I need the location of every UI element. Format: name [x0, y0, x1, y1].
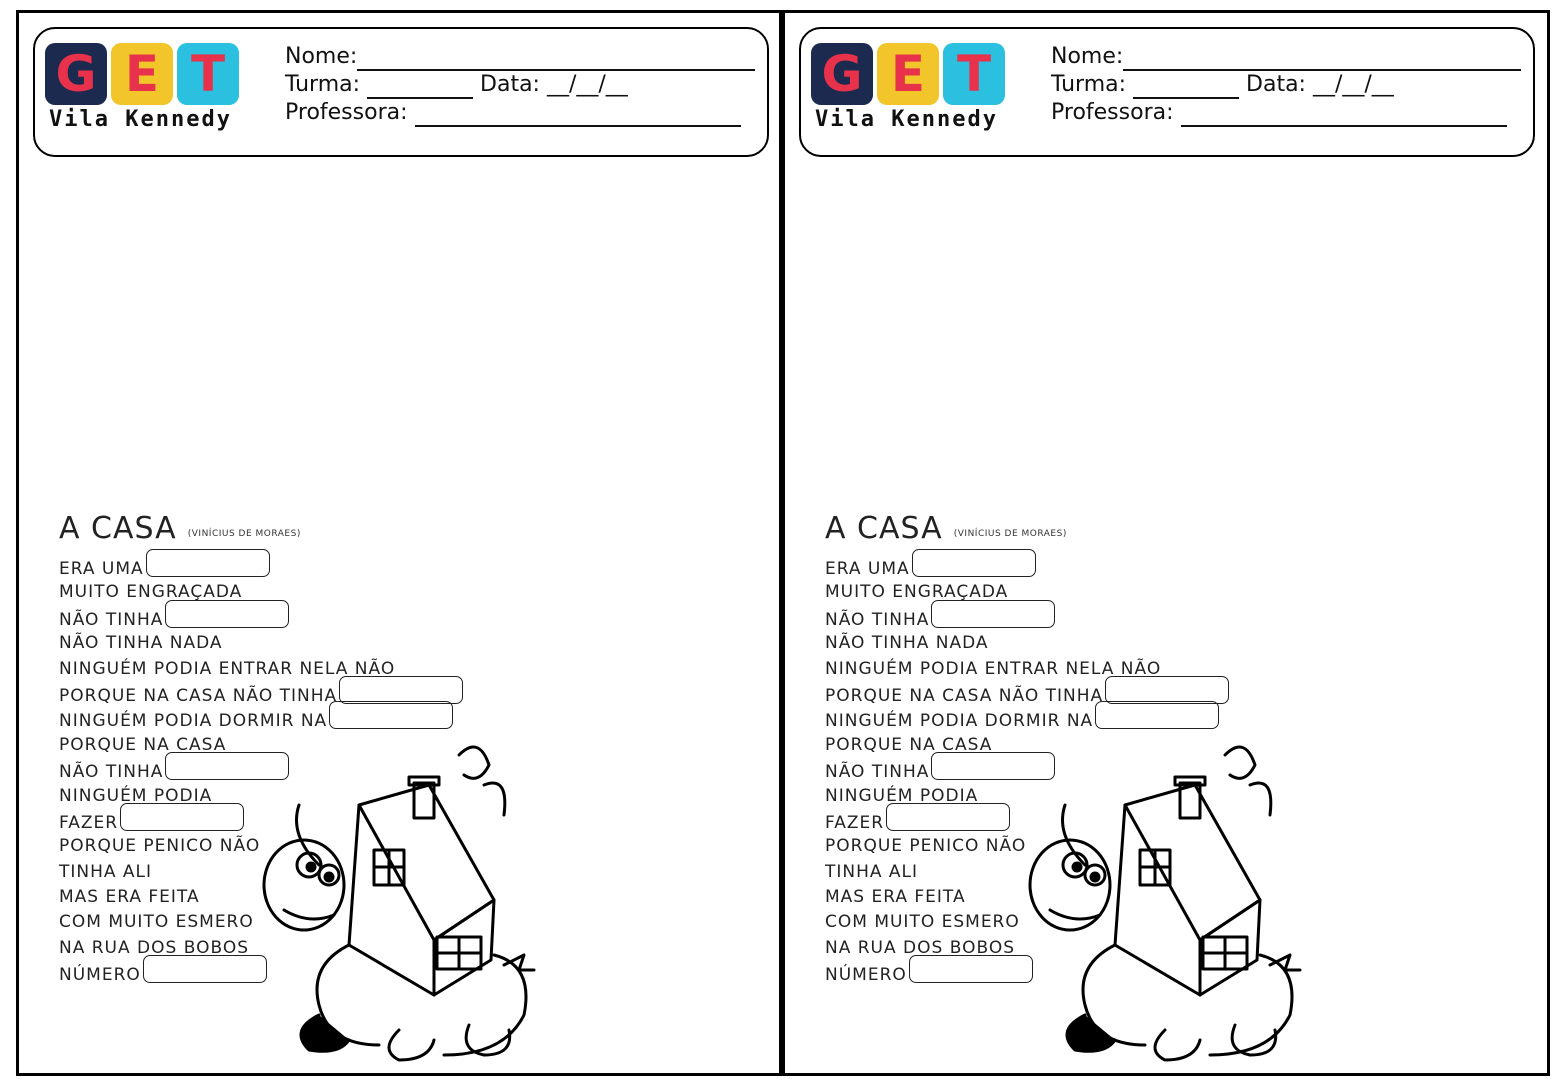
poem-line-text: NÚMERO	[59, 965, 141, 986]
poem-line-text: COM MUITO ESMERO	[59, 912, 254, 933]
header-box	[33, 27, 769, 157]
poem-title: A CASA	[825, 511, 943, 546]
poem-line-text: FAZER	[59, 812, 119, 833]
answer-box[interactable]	[120, 803, 244, 831]
poem-line-text: NÚMERO	[825, 965, 907, 986]
poem-line-text: NÃO TINHA	[59, 609, 164, 630]
poem-line-text: MUITO ENGRAÇADA	[825, 582, 1009, 603]
answer-box[interactable]	[146, 549, 270, 577]
nome-label: Nome:	[1051, 44, 1124, 69]
poem-line	[59, 606, 779, 631]
poem-line-text: NA RUA DOS BOBOS	[825, 937, 1015, 958]
poem-author: (VINÍCIUS DE MORAES)	[187, 528, 301, 539]
worksheet-left	[16, 10, 782, 1076]
student-fields	[1051, 43, 1521, 127]
poem-line-text: NÃO TINHA	[825, 609, 930, 630]
logo-letter-e: E	[877, 43, 939, 105]
poem-line-text: NINGUÉM PODIA ENTRAR NELA NÃO	[825, 658, 1162, 679]
turma-label: Turma:	[285, 72, 361, 97]
date-field[interactable]: __/__/__	[546, 72, 628, 97]
turtle-carrying-house-icon	[1025, 725, 1305, 1065]
poem-line-text: NINGUÉM PODIA ENTRAR NELA NÃO	[59, 658, 396, 679]
answer-box[interactable]	[912, 549, 1036, 577]
poem-line-text: NINGUÉM PODIA DORMIR NA	[825, 711, 1094, 732]
poem-line-text: PORQUE NA CASA NÃO TINHA	[825, 685, 1104, 706]
poem-line	[59, 631, 779, 656]
poem-line-text: MUITO ENGRAÇADA	[59, 582, 243, 603]
poem-line-text: NINGUÉM PODIA	[825, 785, 979, 806]
logo-letter-g: G	[45, 43, 107, 105]
turma-label: Turma:	[1051, 72, 1127, 97]
poem-line-text: NINGUÉM PODIA	[59, 785, 213, 806]
poem-line-text: NA RUA DOS BOBOS	[59, 937, 249, 958]
poem-line-text: NÃO TINHA NADA	[825, 633, 989, 654]
data-label: Data:	[480, 72, 540, 97]
date-field[interactable]: __/__/__	[1312, 72, 1394, 97]
poem-line	[825, 555, 1545, 580]
professora-label: Professora:	[285, 100, 408, 125]
answer-box[interactable]	[143, 955, 267, 983]
poem-line-text: TINHA ALI	[59, 861, 153, 882]
turtle-carrying-house-icon	[259, 725, 539, 1065]
nome-row	[1051, 43, 1521, 71]
logo-subtitle: Vila Kennedy	[49, 107, 232, 132]
logo-letter-t: T	[177, 43, 239, 105]
poem-line-text: NÃO TINHA	[59, 762, 164, 783]
logo-subtitle: Vila Kennedy	[815, 107, 998, 132]
answer-box[interactable]	[886, 803, 1010, 831]
professora-field[interactable]	[1181, 105, 1507, 127]
poem-line-text: NÃO TINHA NADA	[59, 633, 223, 654]
student-fields	[285, 43, 755, 127]
poem-line-text: MAS ERA FEITA	[825, 887, 966, 908]
poem-author: (VINÍCIUS DE MORAES)	[953, 528, 1067, 539]
poem-line-text: MAS ERA FEITA	[59, 887, 200, 908]
poem-line	[825, 631, 1545, 656]
poem-line-text: PORQUE NA CASA	[59, 734, 227, 755]
turma-row	[1051, 71, 1521, 99]
poem-line-text: PORQUE PENICO NÃO	[825, 836, 1027, 857]
logo-letter-g: G	[811, 43, 873, 105]
poem-line	[59, 555, 779, 580]
worksheet-right	[782, 10, 1550, 1076]
poem-line-text: ERA UMA	[59, 559, 144, 579]
professora-label: Professora:	[1051, 100, 1174, 125]
poem-line-text: COM MUITO ESMERO	[825, 912, 1020, 933]
professora-row	[285, 99, 755, 127]
school-logo	[811, 43, 1011, 143]
header-box	[799, 27, 1535, 157]
poem-line-text: NÃO TINHA	[825, 762, 930, 783]
poem-line-text: TINHA ALI	[825, 861, 919, 882]
answer-box[interactable]	[931, 600, 1055, 628]
poem-line-text: PORQUE PENICO NÃO	[59, 836, 261, 857]
logo-letter-e: E	[111, 43, 173, 105]
answer-box[interactable]	[909, 955, 1033, 983]
answer-box[interactable]	[1105, 676, 1229, 704]
poem-line-text: FAZER	[825, 812, 885, 833]
nome-row	[285, 43, 755, 71]
turma-row	[285, 71, 755, 99]
nome-field[interactable]	[1123, 49, 1521, 71]
poem-line-text: ERA UMA	[825, 559, 910, 579]
turma-field[interactable]	[367, 77, 473, 99]
logo-letter-t: T	[943, 43, 1005, 105]
school-logo	[45, 43, 245, 143]
poem-line-text: PORQUE NA CASA	[825, 734, 993, 755]
poem-title: A CASA	[59, 511, 177, 546]
answer-box[interactable]	[339, 676, 463, 704]
nome-label: Nome:	[285, 44, 358, 69]
poem-line	[825, 606, 1545, 631]
professora-row	[1051, 99, 1521, 127]
turma-field[interactable]	[1133, 77, 1239, 99]
poem-line-text: NINGUÉM PODIA DORMIR NA	[59, 711, 328, 732]
data-label: Data:	[1246, 72, 1306, 97]
nome-field[interactable]	[357, 49, 755, 71]
professora-field[interactable]	[415, 105, 741, 127]
answer-box[interactable]	[165, 600, 289, 628]
poem-line-text: PORQUE NA CASA NÃO TINHA	[59, 685, 338, 706]
